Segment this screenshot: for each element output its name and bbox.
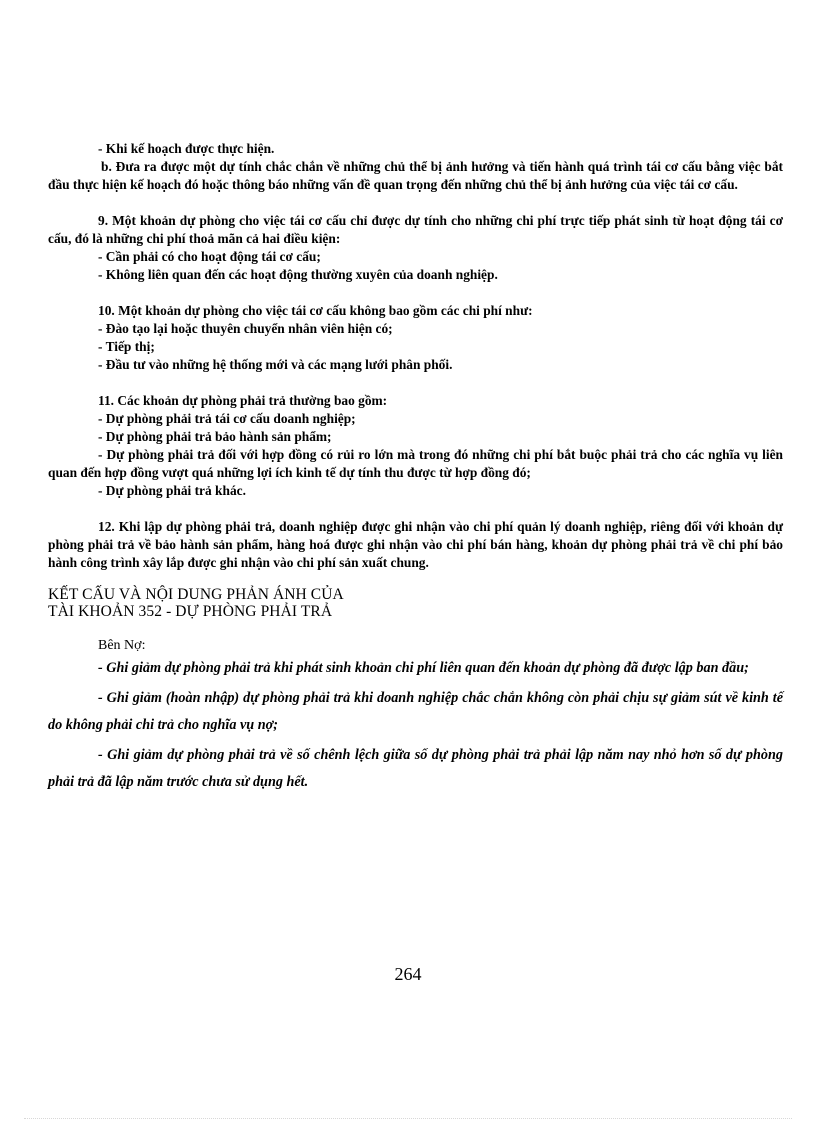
- spacer: [48, 374, 783, 392]
- spacer: [48, 500, 783, 518]
- debit-item: - Ghi giảm dự phòng phải trả khi phát sinh khoản chi phí liên quan đến khoản dự phòng đã được lập ban đầu;: [98, 660, 749, 676]
- document-body: [48, 140, 783, 799]
- section11-last-item: - Dự phòng phải trả khác.: [98, 483, 246, 498]
- debit-item: - Ghi giảm dự phòng phải trả về số chênh lệch giữa số dự phòng phải trả phải lập năm nay nhỏ hơn số dự phòng phải trả đã lập năm trước chưa sử dụng hết.: [48, 747, 783, 790]
- section8-item-b: b. Đưa ra được một dự tính chắc chắn về những chủ thể bị ảnh hưởng và tiến hành quá trình tái cơ cấu bằng việc bắt đầu thực hiện kế hoạch đó hoặc thông báo những vấn đề quan trọng đến những chủ thể bị ảnh hưởng của việc tái cơ cấu.: [48, 159, 783, 192]
- account-heading-line1: KẾT CẤU VÀ NỘI DUNG PHẢN ÁNH CỦA: [48, 586, 344, 603]
- section11-long-item: - Dự phòng phải trả đối với hợp đồng có rủi ro lớn mà trong đó những chi phí bắt buộc phải trả cho các nghĩa vụ liên quan đến hợp đồng vượt quá những lợi ích kinh tế dự tính thu được từ hợp đồng đó;: [48, 447, 783, 480]
- account-heading: [48, 586, 783, 620]
- debit-label: Bên Nợ:: [98, 638, 146, 653]
- debit-item: - Ghi giảm (hoàn nhập) dự phòng phải trả khi doanh nghiệp chắc chắn không còn phải chịu sự giảm sút về kinh tế do không phải chi trả cho nghĩa vụ nợ;: [48, 690, 783, 733]
- section11-item: - Dự phòng phải trả tái cơ cấu doanh nghiệp;: [98, 411, 356, 426]
- section9-item: - Cần phải có cho hoạt động tái cơ cấu;: [98, 249, 321, 264]
- section10-item: - Đầu tư vào những hệ thống mới và các mạng lưới phân phối.: [98, 357, 453, 372]
- section11-intro: 11. Các khoản dự phòng phải trả thường bao gồm:: [98, 393, 388, 408]
- section9-item: - Không liên quan đến các hoạt động thường xuyên của doanh nghiệp.: [98, 267, 498, 282]
- page-number: 264: [394, 964, 422, 984]
- account-heading-line2: TÀI KHOẢN 352 - DỰ PHÒNG PHẢI TRẢ: [48, 603, 333, 620]
- section10-intro: 10. Một khoản dự phòng cho việc tái cơ cấu không bao gồm các chi phí như:: [98, 303, 533, 318]
- section9-intro: 9. Một khoản dự phòng cho việc tái cơ cấu chỉ được dự tính cho những chi phí trực tiếp phát sinh từ hoạt động tái cơ cấu, đó là những chi phí thoả mãn cả hai điều kiện:: [48, 213, 783, 246]
- page-bottom-rule: [24, 1118, 792, 1119]
- section11-item: - Dự phòng phải trả bảo hành sản phẩm;: [98, 429, 332, 444]
- spacer: [48, 194, 783, 212]
- section10-item: - Đào tạo lại hoặc thuyên chuyển nhân viên hiện có;: [98, 321, 393, 336]
- spacer: [48, 284, 783, 302]
- section10-item: - Tiếp thị;: [98, 339, 155, 354]
- section8-item-a: - Khi kế hoạch được thực hiện.: [98, 141, 275, 156]
- section12-paragraph: 12. Khi lập dự phòng phải trả, doanh nghiệp được ghi nhận vào chi phí quản lý doanh nghiệp, riêng đối với khoản dự phòng phải trả về bảo hành sản phẩm, hàng hoá được ghi nhận vào chi phí bán hàng, khoản dự phòng phải trả về chi phí bảo hành công trình xây lắp được ghi nhận vào chi phí sản xuất chung.: [48, 519, 783, 570]
